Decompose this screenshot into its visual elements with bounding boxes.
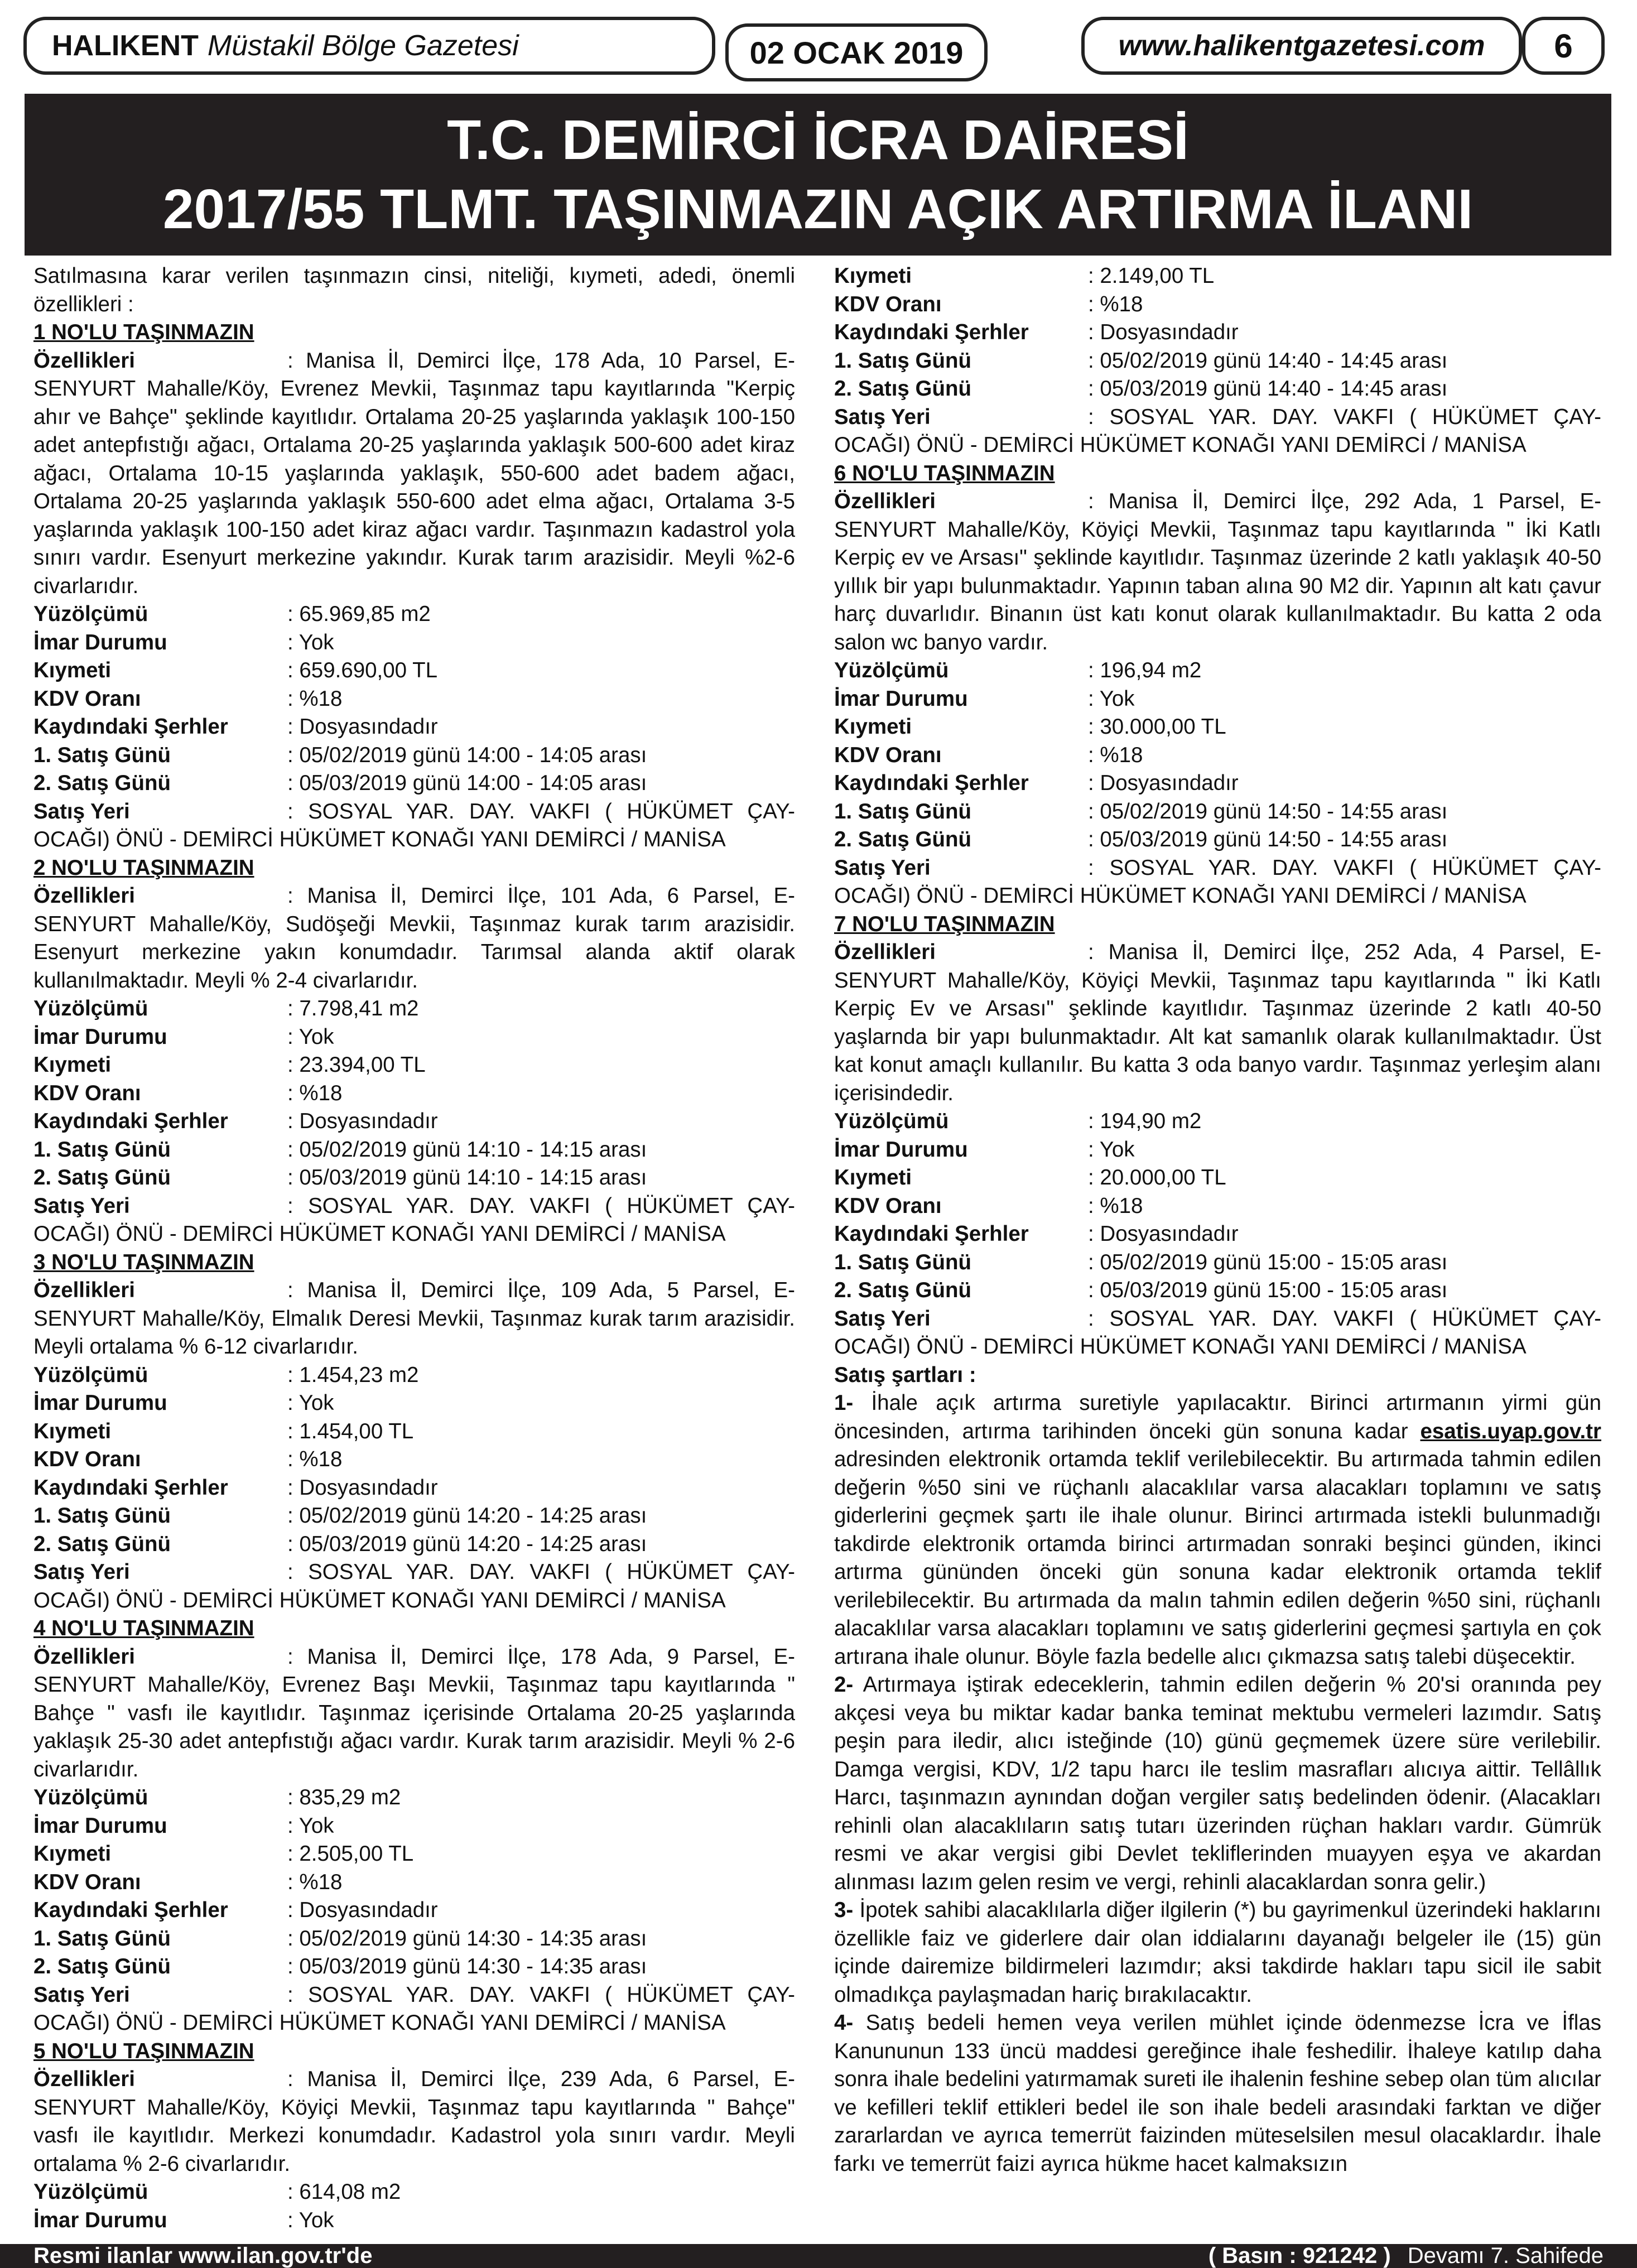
sale1-label: 1. Satış Günü bbox=[33, 1137, 171, 1162]
footer-right bbox=[1209, 2244, 1604, 2268]
place-label: Satış Yeri bbox=[834, 855, 931, 880]
value-value: : 2.149,00 TL bbox=[1088, 264, 1215, 288]
vat-value: : %18 bbox=[287, 1447, 343, 1471]
term-3-number: 3- bbox=[834, 1898, 854, 1922]
field-notes bbox=[33, 1474, 795, 1503]
value-label: Kıymeti bbox=[834, 1166, 912, 1190]
features-label: Özellikleri bbox=[834, 489, 936, 513]
value-label: Kıymeti bbox=[33, 658, 112, 682]
sale2-value: : 05/03/2019 günü 14:00 - 14:05 arası bbox=[287, 771, 647, 795]
field-value bbox=[33, 1840, 795, 1869]
field-place bbox=[834, 403, 1601, 460]
value-label: Kıymeti bbox=[834, 715, 912, 739]
right-column bbox=[834, 262, 1601, 2178]
vat-value: : %18 bbox=[1088, 743, 1143, 767]
notes-label: Kaydındaki Şerhler bbox=[834, 771, 1029, 795]
notes-value: : Dosyasındadır bbox=[1088, 771, 1239, 795]
field-vat bbox=[834, 741, 1601, 770]
value-value: : 30.000,00 TL bbox=[1088, 715, 1226, 739]
features-value: : Manisa İl, Demirci İlçe, 252 Ada, 4 Parsel, E-SENYURT Mahalle/Köy, Köyiçi Mevkii, Taşınmaz tapu kayıtlarında " İki Katlı Kerpiç Ev ve Arsası" şeklinde kayıtlıdır. Taşınmaz üzerinde 2 katlı 40-50 yaşlarnda bir yapı bulunmaktadır. Alt kat samanlık olarak kullanılmaktadır. Üst kat konut amaçlı kullanılır. Bu katta 3 oda banyo vardır. Taşınmaz yerleşim alanı içerisindedir. bbox=[834, 940, 1601, 1105]
area-value: : 196,94 m2 bbox=[1088, 658, 1202, 682]
place-value: : SOSYAL YAR. DAY. VAKFI ( HÜKÜMET ÇAY-OCAĞI) ÖNÜ - DEMİRCİ HÜKÜMET KONAĞI YANI DEMİRCİ / MANİSA bbox=[33, 799, 795, 851]
zoning-label: İmar Durumu bbox=[33, 1391, 167, 1415]
page-number: 6 bbox=[1522, 17, 1605, 75]
place-label: Satış Yeri bbox=[33, 799, 130, 824]
value-label: Kıymeti bbox=[834, 264, 912, 288]
field-area bbox=[33, 2178, 795, 2207]
zoning-label: İmar Durumu bbox=[33, 630, 167, 654]
value-label: Kıymeti bbox=[33, 1842, 112, 1866]
notice-title-line1: T.C. DEMİRCİ İCRA DAİRESİ bbox=[447, 109, 1189, 171]
area-label: Yüzölçümü bbox=[834, 658, 949, 682]
zoning-value: : Yok bbox=[287, 1813, 334, 1838]
term-4-number: 4- bbox=[834, 2011, 854, 2035]
field-sale2 bbox=[834, 1277, 1601, 1305]
features-label: Özellikleri bbox=[33, 884, 135, 908]
footer-official-notices: Resmi ilanlar www.ilan.gov.tr'de bbox=[33, 2243, 373, 2268]
esatis-link[interactable]: esatis.uyap.gov.tr bbox=[1420, 1419, 1601, 1443]
place-label: Satış Yeri bbox=[834, 405, 931, 429]
zoning-value: : Yok bbox=[1088, 686, 1135, 711]
term-1-number: 1- bbox=[834, 1391, 854, 1415]
place-value: : SOSYAL YAR. DAY. VAKFI ( HÜKÜMET ÇAY-OCAĞI) ÖNÜ - DEMİRCİ HÜKÜMET KONAĞI YANI DEMİRCİ / MANİSA bbox=[33, 1560, 795, 1612]
sale-terms-title: Satış şartları : bbox=[834, 1362, 976, 1387]
field-sale1 bbox=[834, 798, 1601, 826]
sale-terms bbox=[834, 1361, 1601, 2179]
notes-label: Kaydındaki Şerhler bbox=[33, 1898, 228, 1922]
sale2-label: 2. Satış Günü bbox=[33, 771, 171, 795]
term-3-text: İpotek sahibi alacaklılarla diğer ilgilerin (*) bu gayrimenkul üzerindeki haklarını özellikle faiz ve giderlere dair olan iddialarını dayanağı belgeler ile (15) gün içinde dairemize bildirmeleri lazımdır; aksi takdirde hakları tapu sicil ile sabit olmadıkça paylaşmadan hariç bırakılacaktır. bbox=[834, 1898, 1601, 2007]
field-notes bbox=[33, 1107, 795, 1136]
area-label: Yüzölçümü bbox=[33, 2180, 148, 2204]
term-4-text: Satış bedeli hemen veya verilen mühlet içinde ödenmezse İcra ve İflas Kanununun 133 üncü maddesi gereğince ihale feshedilir. İhaleye katılıp daha sonra ihale bedelini yatırmamak sureti ile ihalenin feshine sebep olan tüm alıcılar ve kefilleri teklif ettikleri bedel ile son ihale bedeli arasındaki farktan ve diğer zararlardan ve ayrıca temerrüt faizinden müteselsilen mesul olacaklardır. İhale farkı ve temerrüt faizi ayrıca hükme hacet kalmaksızın bbox=[834, 2011, 1601, 2176]
zoning-value: : Yok bbox=[287, 630, 334, 654]
field-vat bbox=[33, 1446, 795, 1474]
sale2-label: 2. Satış Günü bbox=[33, 1954, 171, 1978]
field-area bbox=[33, 1361, 795, 1390]
property-4 bbox=[33, 1615, 795, 2038]
value-label: Kıymeti bbox=[33, 1053, 112, 1077]
paper-name: HALIKENT bbox=[52, 30, 199, 62]
footer-bar bbox=[0, 2244, 1637, 2268]
term-2-text: Artırmaya iştirak edeceklerin, tahmin edilen değerin % 20'si oranında pey akçesi veya bu miktar kadar banka teminat mektubu vermeleri lazımdır. Satış peşin para iledir, alıcı isteğinde (10) günü geçmemek üzere süre verilebilir. Damga vergisi, KDV, 1/2 tapu harcı ile teslim masrafları alıcıya aittir. Tellâllık Harcı, taşınmazın aynından doğan vergiler satış bedelinden ödenir. (Alacakları rehinli olan alacaklıların satış tutarı üzerinden rüçhan hakları vardır. Gümrük resmi ve akar vergisi gibi Devlet tekliflerinden muayyen eşya ve akardan alınması lazım gelen resim ve vergi, rehinli alacaklardan sonra gelir.) bbox=[834, 1673, 1601, 1894]
field-sale2 bbox=[834, 826, 1601, 854]
field-zoning bbox=[33, 1812, 795, 1841]
field-place bbox=[33, 1192, 795, 1249]
sale1-label: 1. Satış Günü bbox=[33, 1926, 171, 1951]
vat-label: KDV Oranı bbox=[834, 292, 942, 316]
place-value: : SOSYAL YAR. DAY. VAKFI ( HÜKÜMET ÇAY-OCAĞI) ÖNÜ - DEMİRCİ HÜKÜMET KONAĞI YANI DEMİRCİ / MANİSA bbox=[834, 1306, 1601, 1359]
field-value bbox=[33, 657, 795, 685]
area-value: : 835,29 m2 bbox=[287, 1785, 401, 1809]
zoning-label: İmar Durumu bbox=[834, 1137, 968, 1162]
term-3 bbox=[834, 1896, 1601, 2009]
sale2-value: : 05/03/2019 günü 14:30 - 14:35 arası bbox=[287, 1954, 647, 1978]
property-heading: 6 NO'LU TAŞINMAZIN bbox=[834, 461, 1055, 485]
field-area bbox=[33, 995, 795, 1023]
area-label: Yüzölçümü bbox=[33, 1785, 148, 1809]
property-features bbox=[33, 882, 795, 995]
sale2-label: 2. Satış Günü bbox=[33, 1166, 171, 1190]
field-place bbox=[33, 798, 795, 854]
zoning-value: : Yok bbox=[287, 1024, 334, 1049]
zoning-label: İmar Durumu bbox=[33, 1024, 167, 1049]
field-value bbox=[834, 1164, 1601, 1192]
field-vat bbox=[834, 1192, 1601, 1221]
notes-label: Kaydındaki Şerhler bbox=[33, 715, 228, 739]
field-sale2 bbox=[33, 769, 795, 798]
sale1-value: : 05/02/2019 günü 14:30 - 14:35 arası bbox=[287, 1926, 647, 1951]
vat-label: KDV Oranı bbox=[834, 743, 942, 767]
press-number: ( Basın : 921242 ) bbox=[1208, 2243, 1391, 2268]
notes-label: Kaydındaki Şerhler bbox=[33, 1109, 228, 1133]
term-1-text-a: İhale açık artırma suretiyle yapılacaktır. Birinci artırmanın yirmi gün öncesinden, artırma tarihinden önceki gün sonuna kadar bbox=[834, 1391, 1601, 1443]
value-value: : 2.505,00 TL bbox=[287, 1842, 414, 1866]
field-area bbox=[834, 657, 1601, 685]
field-zoning bbox=[33, 1389, 795, 1418]
field-sale2 bbox=[33, 1953, 795, 1981]
field-sale1 bbox=[33, 1925, 795, 1953]
features-value: : Manisa İl, Demirci İlçe, 178 Ada, 10 Parsel, E-SENYURT Mahalle/Köy, Evrenez Mevkii, Taşınmaz tapu kayıtlarında "Kerpiç ahır ve Bahçe" şeklinde kayıtlıdır. Ortalama 20-25 yaşlarında yaklaşık 100-150 adet antepfıstığı ağacı, Ortalama 20-25 yaşlarında yaklaşık 500-600 adet kiraz ağacı, Ortalama 10-15 yaşlarında yaklaşık, 550-600 adet badem ağacı, Ortalama 20-25 yaşlarında yaklaşık 550-600 adet elma ağacı, Ortalama 3-5 yaşlarında yaklaşık 100-150 adet kiraz ağacı vardır. Taşınmazın kadastrol yola sınırı vardır. Esenyurt merkezine yakındır. Kurak tarım arazisidir. Meyli %2-6 civarlarıdır. bbox=[33, 348, 795, 598]
place-value: : SOSYAL YAR. DAY. VAKFI ( HÜKÜMET ÇAY-OCAĞI) ÖNÜ - DEMİRCİ HÜKÜMET KONAĞI YANI DEMİRCİ / MANİSA bbox=[834, 405, 1601, 457]
field-notes bbox=[834, 319, 1601, 347]
field-vat bbox=[33, 685, 795, 714]
property-features bbox=[33, 1277, 795, 1361]
left-column bbox=[33, 262, 795, 2235]
sale1-label: 1. Satış Günü bbox=[834, 799, 972, 824]
field-sale1 bbox=[33, 1502, 795, 1530]
issue-date: 02 OCAK 2019 bbox=[725, 23, 988, 81]
property-5-part-b bbox=[834, 262, 1601, 460]
paper-name-box bbox=[23, 17, 715, 75]
sale2-label: 2. Satış Günü bbox=[834, 377, 972, 401]
zoning-value: : Yok bbox=[287, 1391, 334, 1415]
property-6 bbox=[834, 460, 1601, 911]
features-label: Özellikleri bbox=[834, 940, 936, 964]
field-zoning bbox=[834, 685, 1601, 714]
place-value: : SOSYAL YAR. DAY. VAKFI ( HÜKÜMET ÇAY-OCAĞI) ÖNÜ - DEMİRCİ HÜKÜMET KONAĞI YANI DEMİRCİ / MANİSA bbox=[834, 855, 1601, 908]
field-sale1 bbox=[33, 1136, 795, 1164]
sale1-label: 1. Satış Günü bbox=[33, 1504, 171, 1528]
notes-label: Kaydındaki Şerhler bbox=[33, 1475, 228, 1500]
features-label: Özellikleri bbox=[33, 1278, 135, 1302]
property-1 bbox=[33, 319, 795, 854]
sale1-value: : 05/02/2019 günü 14:10 - 14:15 arası bbox=[287, 1137, 647, 1162]
property-heading: 5 NO'LU TAŞINMAZIN bbox=[33, 2039, 254, 2063]
term-2 bbox=[834, 1671, 1601, 1896]
notes-value: : Dosyasındadır bbox=[287, 715, 438, 739]
vat-label: KDV Oranı bbox=[33, 1870, 141, 1894]
property-features bbox=[834, 938, 1601, 1107]
notice-title-line2: 2017/55 TLMT. TAŞINMAZIN AÇIK ARTIRMA İLANI bbox=[162, 178, 1474, 240]
property-heading: 1 NO'LU TAŞINMAZIN bbox=[33, 320, 254, 344]
field-notes bbox=[33, 1896, 795, 1925]
field-area bbox=[33, 600, 795, 629]
sale1-label: 1. Satış Günü bbox=[834, 1250, 972, 1274]
notes-value: : Dosyasındadır bbox=[287, 1109, 438, 1133]
features-value: : Manisa İl, Demirci İlçe, 239 Ada, 6 Parsel, E-SENYURT Mahalle/Köy, Köyiçi Mevkii, Taşınmaz tapu kayıtlarında " Bahçe" vasfı ile kayıtlıdır. Merkezi konumdadır. Kadastrol yola sınırı vardır. Meyli ortalama % 2-6 civarlarıdır. bbox=[33, 2067, 795, 2176]
value-value: : 20.000,00 TL bbox=[1088, 1166, 1226, 1190]
field-place bbox=[33, 1558, 795, 1615]
field-zoning bbox=[834, 1136, 1601, 1164]
field-zoning bbox=[33, 1023, 795, 1052]
field-zoning bbox=[33, 629, 795, 657]
vat-value: : %18 bbox=[287, 1081, 343, 1105]
vat-label: KDV Oranı bbox=[33, 686, 141, 711]
vat-value: : %18 bbox=[1088, 1193, 1143, 1218]
field-notes bbox=[834, 769, 1601, 798]
area-value: : 1.454,23 m2 bbox=[287, 1362, 419, 1387]
continued-note: Devamı 7. Sahifede bbox=[1407, 2243, 1604, 2268]
field-sale2 bbox=[834, 375, 1601, 403]
zoning-label: İmar Durumu bbox=[33, 2208, 167, 2232]
field-value bbox=[834, 262, 1601, 291]
area-label: Yüzölçümü bbox=[33, 996, 148, 1020]
field-value bbox=[834, 713, 1601, 741]
area-value: : 65.969,85 m2 bbox=[287, 602, 431, 626]
field-sale2 bbox=[33, 1164, 795, 1192]
property-heading: 2 NO'LU TAŞINMAZIN bbox=[33, 855, 254, 880]
property-features bbox=[33, 2065, 795, 2178]
value-value: : 659.690,00 TL bbox=[287, 658, 438, 682]
field-area bbox=[834, 1107, 1601, 1136]
features-value: : Manisa İl, Demirci İlçe, 292 Ada, 1 Parsel, E-SENYURT Mahalle/Köy, Köyiçi Mevkii, Taşınmaz tapu kayıtlarında " İki Katlı Kerpiç ev ve Arsası" şeklinde kayıtlıdır. Taşınmaz üzerinde 2 katlı yaklaşık 40-50 yıllık bir yapı bulunmaktadır. Yapının taban alına 90 M2 dir. Yapının alt katı çavur harç duvarlıdır. Binanın üst katı konut olarak kullanılmaktadır. Bu katta 2 oda salon wc banyo vardır. bbox=[834, 489, 1601, 654]
sale2-label: 2. Satış Günü bbox=[33, 1532, 171, 1556]
vat-value: : %18 bbox=[287, 686, 343, 711]
field-vat bbox=[33, 1080, 795, 1108]
sale1-label: 1. Satış Günü bbox=[834, 348, 972, 373]
area-label: Yüzölçümü bbox=[33, 602, 148, 626]
features-label: Özellikleri bbox=[33, 1644, 135, 1669]
place-value: : SOSYAL YAR. DAY. VAKFI ( HÜKÜMET ÇAY-OCAĞI) ÖNÜ - DEMİRCİ HÜKÜMET KONAĞI YANI DEMİRCİ / MANİSA bbox=[33, 1982, 795, 2035]
notice-title-banner bbox=[25, 94, 1611, 256]
area-value: : 194,90 m2 bbox=[1088, 1109, 1202, 1133]
property-features bbox=[834, 488, 1601, 657]
term-1 bbox=[834, 1389, 1601, 1671]
area-value: : 614,08 m2 bbox=[287, 2180, 401, 2204]
place-label: Satış Yeri bbox=[33, 1560, 130, 1584]
features-value: : Manisa İl, Demirci İlçe, 109 Ada, 5 Parsel, E-SENYURT Mahalle/Köy, Elmalık Deresi Mevkii, Taşınmaz kurak tarım arazisidir. Meyli ortalama % 6-12 civarlarıdır. bbox=[33, 1278, 795, 1359]
place-label: Satış Yeri bbox=[33, 1193, 130, 1218]
property-7 bbox=[834, 911, 1601, 1361]
field-vat bbox=[33, 1869, 795, 1897]
zoning-label: İmar Durumu bbox=[834, 686, 968, 711]
zoning-value: : Yok bbox=[287, 2208, 334, 2232]
property-heading: 7 NO'LU TAŞINMAZIN bbox=[834, 912, 1055, 936]
field-zoning bbox=[33, 2207, 795, 2235]
notes-label: Kaydındaki Şerhler bbox=[834, 320, 1029, 344]
field-sale2 bbox=[33, 1530, 795, 1559]
sale1-value: : 05/02/2019 günü 14:40 - 14:45 arası bbox=[1088, 348, 1448, 373]
notes-value: : Dosyasındadır bbox=[1088, 320, 1239, 344]
value-value: : 1.454,00 TL bbox=[287, 1419, 414, 1443]
value-label: Kıymeti bbox=[33, 1419, 112, 1443]
sale2-value: : 05/03/2019 günü 14:40 - 14:45 arası bbox=[1088, 377, 1448, 401]
sale2-value: : 05/03/2019 günü 14:20 - 14:25 arası bbox=[287, 1532, 647, 1556]
field-vat bbox=[834, 291, 1601, 319]
sale2-value: : 05/03/2019 günü 14:10 - 14:15 arası bbox=[287, 1166, 647, 1190]
term-2-number: 2- bbox=[834, 1673, 854, 1697]
sale1-value: : 05/02/2019 günü 14:20 - 14:25 arası bbox=[287, 1504, 647, 1528]
property-heading: 4 NO'LU TAŞINMAZIN bbox=[33, 1616, 254, 1640]
field-sale1 bbox=[33, 741, 795, 770]
notes-label: Kaydındaki Şerhler bbox=[834, 1222, 1029, 1246]
property-heading: 3 NO'LU TAŞINMAZIN bbox=[33, 1250, 254, 1274]
field-place bbox=[834, 1305, 1601, 1361]
paper-subtitle: Müstakil Bölge Gazetesi bbox=[207, 30, 519, 62]
field-notes bbox=[33, 713, 795, 741]
field-sale1 bbox=[834, 347, 1601, 375]
sale2-value: : 05/03/2019 günü 15:00 - 15:05 arası bbox=[1088, 1278, 1448, 1302]
place-label: Satış Yeri bbox=[33, 1982, 130, 2007]
sale1-value: : 05/02/2019 günü 14:50 - 14:55 arası bbox=[1088, 799, 1448, 824]
vat-label: KDV Oranı bbox=[834, 1193, 942, 1218]
zoning-value: : Yok bbox=[1088, 1137, 1135, 1162]
features-label: Özellikleri bbox=[33, 2067, 135, 2091]
notes-value: : Dosyasındadır bbox=[287, 1898, 438, 1922]
intro-text: Satılmasına karar verilen taşınmazın cinsi, niteliği, kıymeti, adedi, önemli özellikleri : bbox=[33, 264, 795, 316]
property-features bbox=[33, 347, 795, 601]
field-value bbox=[33, 1051, 795, 1080]
sale2-label: 2. Satış Günü bbox=[834, 1278, 972, 1302]
sale1-value: : 05/02/2019 günü 14:00 - 14:05 arası bbox=[287, 743, 647, 767]
features-value: : Manisa İl, Demirci İlçe, 178 Ada, 9 Parsel, E-SENYURT Mahalle/Köy, Evrenez Başı Mevkii, Taşınmaz tapu kayıtlarında " Bahçe " vasfı ile kayıtlıdır. Taşınmaz içerisinde Ortalama 20-25 yaşlarında yaklaşık 25-30 adet antepfıstığı ağacı vardır. Kurak tarım arazisidir. Meyli % 2-6 civarlarıdır. bbox=[33, 1644, 795, 1781]
vat-value: : %18 bbox=[1088, 292, 1143, 316]
area-label: Yüzölçümü bbox=[33, 1362, 148, 1387]
term-1-text-b: adresinden elektronik ortamda teklif verilebilecektir. Bu artırmada tahmin edilen değerin %50 sini ve rüçhanlı alacaklılar varsa alacakları toplamını ve satış giderlerini geçmek şartı ile ihale olunur. Birinci artırmada istekli bulunmadığı takdirde elektronik ortamda birinci artırmadan sonraki beşinci günden, ikinci artırma gününden önceki gün sonuna kadar elektronik ortamda teklif verilebilecektir. Bu artırmada da malın tahmin edilen değerin %50 sini, rüçhanlı alacaklılar varsa alacakları toplamını ve satış giderlerini geçmesi şartıyla en çok artırana ihale olunur. Böyle fazla bedelle alıcı çıkmazsa satış talebi düşecektir. bbox=[834, 1447, 1601, 1669]
term-4 bbox=[834, 2009, 1601, 2178]
field-area bbox=[33, 1784, 795, 1812]
value-value: : 23.394,00 TL bbox=[287, 1053, 426, 1077]
field-value bbox=[33, 1418, 795, 1446]
area-value: : 7.798,41 m2 bbox=[287, 996, 419, 1020]
sale1-label: 1. Satış Günü bbox=[33, 743, 171, 767]
website-link[interactable]: www.halikentgazetesi.com bbox=[1081, 17, 1522, 75]
notes-value: : Dosyasındadır bbox=[287, 1475, 438, 1500]
sale2-label: 2. Satış Günü bbox=[834, 827, 972, 851]
sale2-value: : 05/03/2019 günü 14:50 - 14:55 arası bbox=[1088, 827, 1448, 851]
field-place bbox=[834, 854, 1601, 911]
features-label: Özellikleri bbox=[33, 348, 135, 373]
property-3 bbox=[33, 1249, 795, 1615]
field-sale1 bbox=[834, 1249, 1601, 1277]
field-notes bbox=[834, 1220, 1601, 1249]
sale1-value: : 05/02/2019 günü 15:00 - 15:05 arası bbox=[1088, 1250, 1448, 1274]
field-place bbox=[33, 1981, 795, 2038]
vat-label: KDV Oranı bbox=[33, 1081, 141, 1105]
property-2 bbox=[33, 854, 795, 1249]
notes-value: : Dosyasındadır bbox=[1088, 1222, 1239, 1246]
features-value: : Manisa İl, Demirci İlçe, 101 Ada, 6 Parsel, E-SENYURT Mahalle/Köy, Sudöşeği Mevkii, Taşınmaz kurak tarım arazisidir. Esenyurt merkezine yakın konumdadır. Tarımsal alanda aktif olarak kullanılmaktadır. Meyli % 2-4 civarlarıdır. bbox=[33, 884, 795, 993]
zoning-label: İmar Durumu bbox=[33, 1813, 167, 1838]
property-features bbox=[33, 1643, 795, 1784]
place-label: Satış Yeri bbox=[834, 1306, 931, 1331]
area-label: Yüzölçümü bbox=[834, 1109, 949, 1133]
property-5-part-a bbox=[33, 2038, 795, 2235]
place-value: : SOSYAL YAR. DAY. VAKFI ( HÜKÜMET ÇAY-OCAĞI) ÖNÜ - DEMİRCİ HÜKÜMET KONAĞI YANI DEMİRCİ / MANİSA bbox=[33, 1193, 795, 1246]
vat-label: KDV Oranı bbox=[33, 1447, 141, 1471]
vat-value: : %18 bbox=[287, 1870, 343, 1894]
